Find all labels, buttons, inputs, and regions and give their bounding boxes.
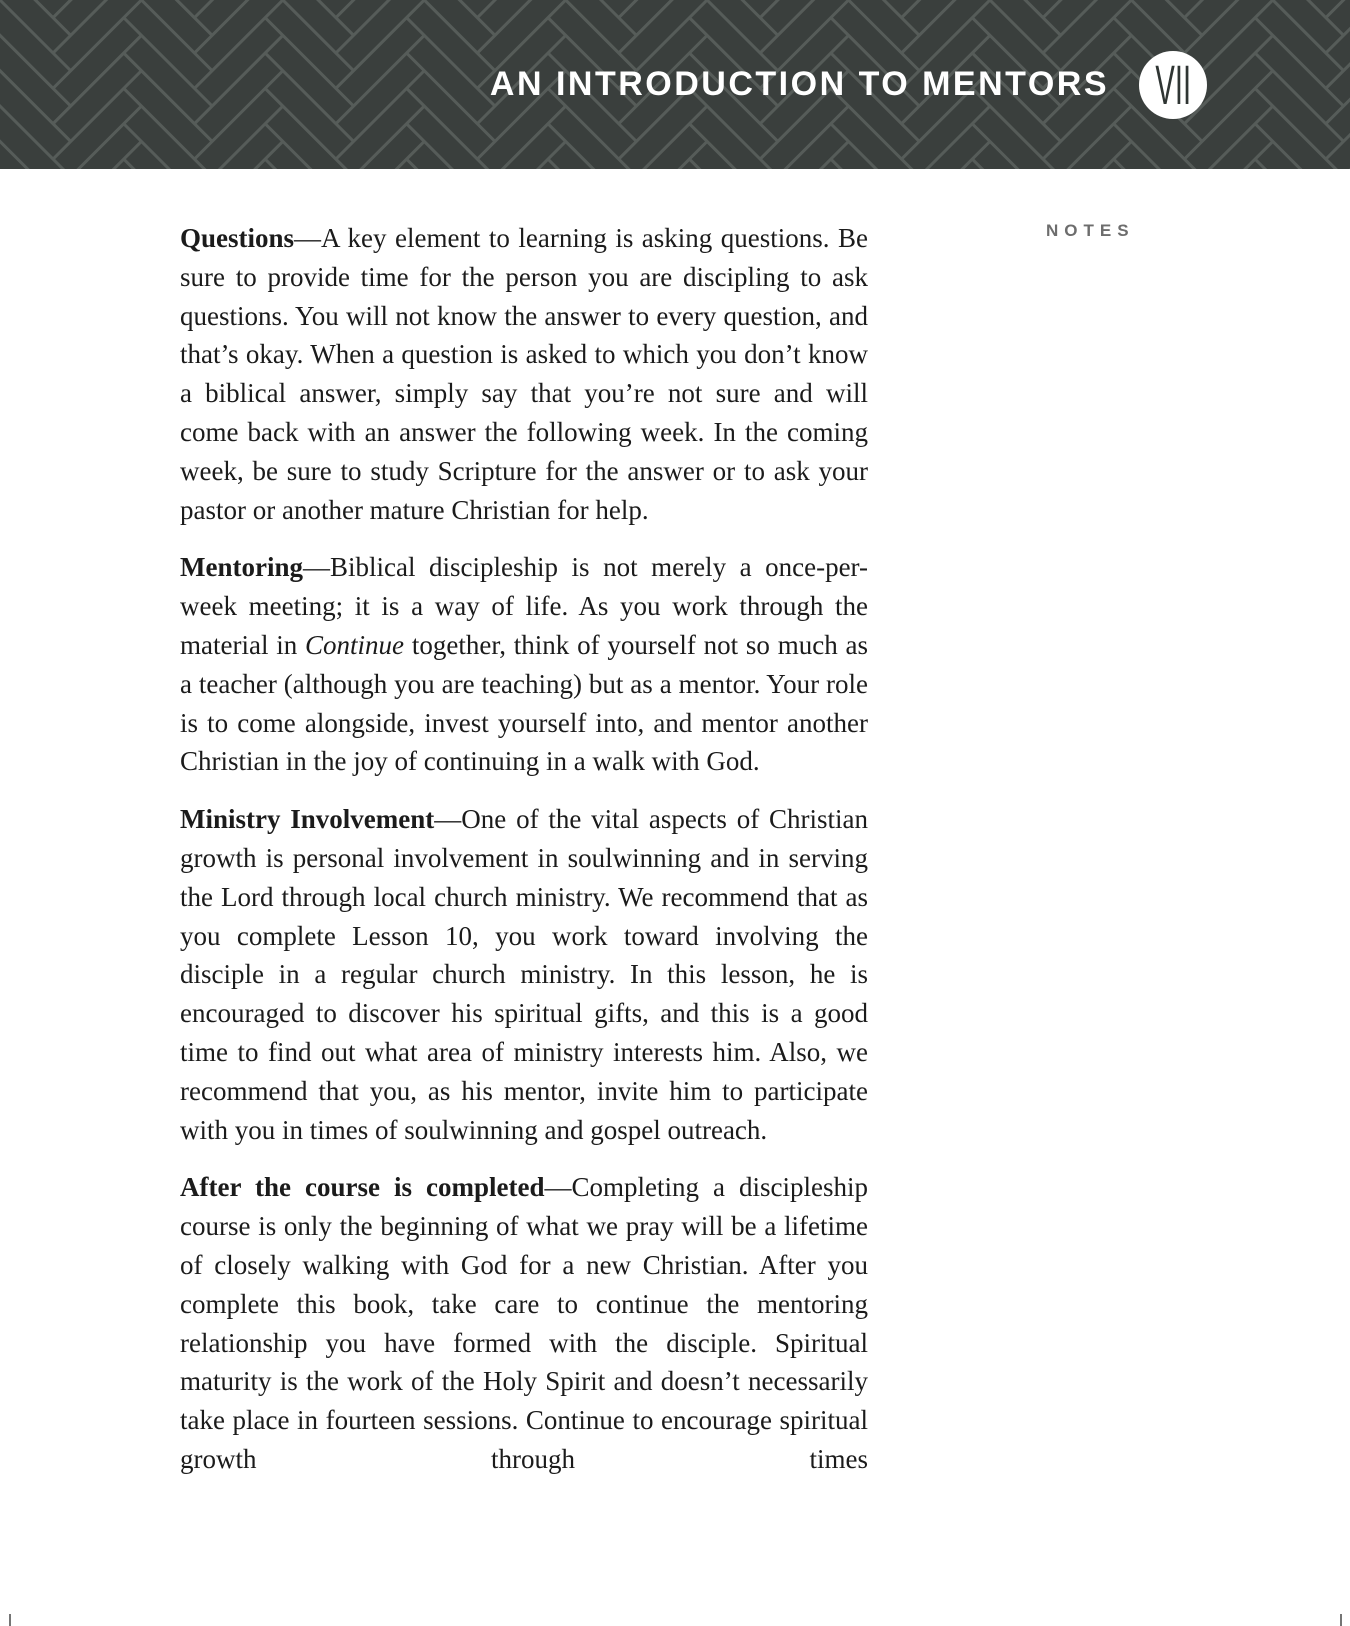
paragraph-mentoring xyxy=(180,548,868,781)
crop-mark-bottom-left xyxy=(9,1614,11,1626)
paragraph-text: —A key element to learning is asking questions. Be sure to provide time for the person you are discipling to ask questions. You will not know the answer to every question, and that’s okay. When a question is asked to which you don’t know a biblical answer, simply say that you’re not sure and will come back with an answer the following week. In the coming week, be sure to study Scripture for the answer or to ask your pastor or another mature Christian for help. xyxy=(180,223,868,525)
crop-mark-bottom-right xyxy=(1340,1614,1342,1626)
paragraph-lead: Mentoring xyxy=(180,552,303,583)
page-title: AN INTRODUCTION TO MENTORS xyxy=(489,65,1109,103)
page-header xyxy=(0,0,1350,169)
paragraph-text: together, think of yourself not so much as a teacher (although you are teaching) but as a mentor. Your role is to come alongside, invest yourself into, and mentor another Christian in the joy of continuing in a walk with God. xyxy=(180,629,868,777)
paragraph-text: —One of the vital aspects of Christian growth is personal involvement in soulwinning and in serving the Lord through local church ministry. We recommend that as you complete Lesson 10, you work toward involving the disciple in a regular church ministry. In this lesson, he is encouraged to discover his spiritual gifts, and this is a good time to find out what area of ministry interests him. Also, we recommend that you, as his mentor, invite him to participate with you in times of soulwinning and gospel outreach. xyxy=(180,804,868,1145)
paragraph-after-course xyxy=(180,1168,868,1478)
text-column xyxy=(180,219,868,1498)
paragraph-italic-text: Continue xyxy=(305,629,405,660)
paragraph-lead: Ministry Involvement xyxy=(180,804,435,835)
paragraph-text: —Completing a discipleship course is only the beginning of what we pray will be a lifetime of closely walking with God for a new Christian. After you complete this book, take care to continue the mentoring relationship you have formed with the disciple. Spiritual maturity is the work of the Holy Spirit and doesn’t necessarily take place in fourteen sessions. Continue to encourage spiritual growth through times xyxy=(180,1172,868,1474)
paragraph-text: —Biblical discipleship is not merely a once-per-week meeting; it is a way of life. As you work through the material in xyxy=(180,552,868,660)
paragraph-lead: After the course is completed xyxy=(180,1172,545,1203)
paragraph-ministry-involvement xyxy=(180,800,868,1149)
paragraph-lead: Questions xyxy=(180,223,295,253)
paragraph-questions xyxy=(180,219,868,529)
notes-label: NOTES xyxy=(1046,221,1135,240)
page-number: VII xyxy=(1155,52,1191,116)
page-number-badge xyxy=(1139,51,1207,119)
